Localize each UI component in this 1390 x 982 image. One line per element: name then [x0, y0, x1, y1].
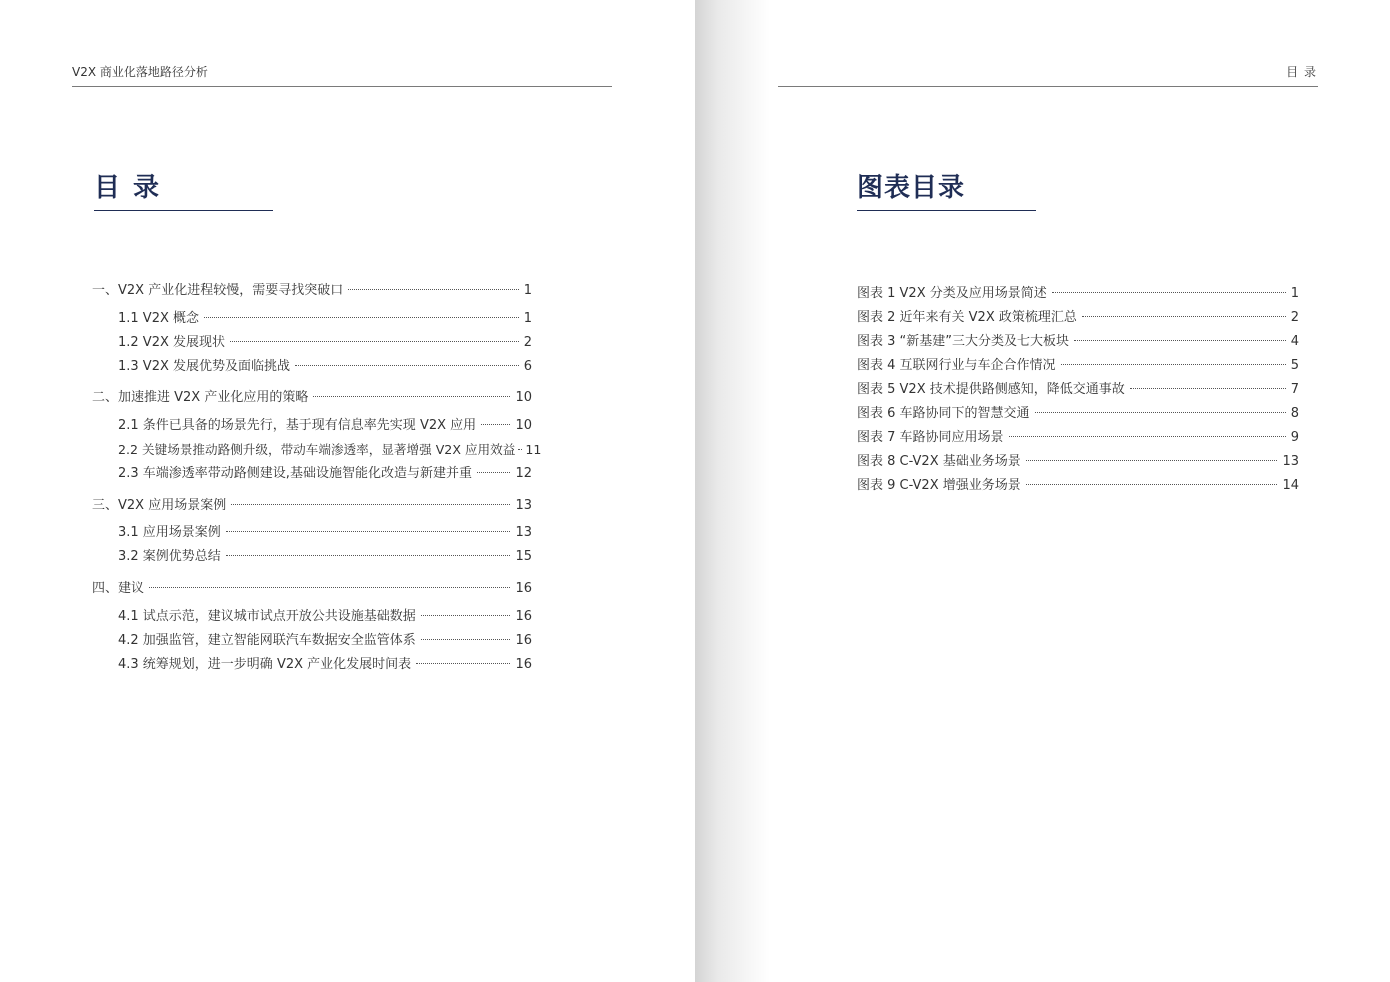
figure-entry-label: 图表 9 C-V2X 增强业务场景 [857, 478, 1021, 493]
dot-leader [226, 531, 511, 532]
header-rule [778, 86, 1318, 87]
figure-entry-label: 图表 1 V2X 分类及应用场景简述 [857, 286, 1047, 301]
dot-leader [1082, 316, 1286, 317]
figure-entry-6[interactable] [857, 405, 1299, 423]
dot-leader [204, 317, 519, 318]
figure-entry-page: 2 [1290, 310, 1299, 325]
figure-entry-8[interactable] [857, 453, 1299, 471]
toc-entry-section-3-2[interactable] [118, 548, 532, 566]
figure-entry-5[interactable] [857, 381, 1299, 399]
title-rule [94, 210, 273, 211]
toc-entry-page: 13 [515, 525, 532, 540]
toc-entry-page: 13 [515, 498, 532, 513]
dot-leader [1052, 292, 1286, 293]
toc-entry-page: 10 [515, 418, 532, 433]
dot-leader [518, 449, 522, 450]
toc-entry-page: 16 [515, 633, 532, 648]
toc-entry-section-1-3[interactable] [118, 358, 532, 376]
toc-entry-page: 6 [523, 359, 532, 374]
toc-entry-page: 15 [515, 549, 532, 564]
figure-entry-label: 图表 4 互联网行业与车企合作情况 [857, 358, 1056, 373]
dot-leader [416, 663, 510, 664]
page-title: 目 录 [94, 173, 162, 203]
dot-leader [1061, 364, 1286, 365]
toc-entry-chapter-3[interactable] [92, 497, 532, 515]
dot-leader [313, 396, 510, 397]
figure-entry-page: 5 [1290, 358, 1299, 373]
figure-entry-label: 图表 2 近年来有关 V2X 政策梳理汇总 [857, 310, 1077, 325]
figure-entry-label: 图表 5 V2X 技术提供路侧感知，降低交通事故 [857, 382, 1125, 397]
toc-entry-page: 1 [523, 283, 532, 298]
dot-leader [1035, 412, 1286, 413]
figure-entry-9[interactable] [857, 477, 1299, 495]
dot-leader [348, 289, 519, 290]
toc-entry-label: 三、V2X 应用场景案例 [92, 498, 227, 513]
figure-entry-page: 8 [1290, 406, 1299, 421]
toc-entry-page: 11 [525, 442, 542, 457]
toc-entry-section-4-2[interactable] [118, 632, 532, 650]
toc-entry-page: 16 [515, 609, 532, 624]
running-header: V2X 商业化落地路径分析 [72, 65, 208, 79]
figure-entry-7[interactable] [857, 429, 1299, 447]
toc-entry-label: 四、建议 [92, 581, 145, 596]
title-rule [857, 210, 1036, 211]
figure-entry-2[interactable] [857, 309, 1299, 327]
dot-leader [149, 587, 510, 588]
figure-entry-label: 图表 7 车路协同应用场景 [857, 430, 1004, 445]
toc-entry-chapter-4[interactable] [92, 580, 532, 598]
toc-entry-page: 12 [515, 466, 532, 481]
toc-entry-label: 3.1 应用场景案例 [118, 525, 221, 540]
page-gutter-shadow [695, 0, 770, 982]
toc-entry-section-4-1[interactable] [118, 608, 532, 626]
dot-leader [421, 639, 511, 640]
toc-entry-section-2-2[interactable] [118, 441, 542, 459]
dot-leader [1074, 340, 1286, 341]
dot-leader [231, 504, 510, 505]
dot-leader [1026, 460, 1278, 461]
toc-entry-section-3-1[interactable] [118, 524, 532, 542]
toc-entry-section-2-1[interactable] [118, 417, 532, 435]
figure-entry-4[interactable] [857, 357, 1299, 375]
toc-entry-label: 3.2 案例优势总结 [118, 549, 221, 564]
figure-entry-page: 9 [1290, 430, 1299, 445]
running-header: 目 录 [1286, 65, 1317, 79]
toc-entry-label: 1.2 V2X 发展现状 [118, 335, 226, 350]
toc-entry-label: 1.1 V2X 概念 [118, 311, 200, 326]
toc-entry-page: 10 [515, 390, 532, 405]
dot-leader [295, 365, 519, 366]
figure-entry-page: 13 [1282, 454, 1299, 469]
figure-entry-1[interactable] [857, 285, 1299, 303]
page-title: 图表目录 [857, 173, 966, 203]
toc-entry-label: 1.3 V2X 发展优势及面临挑战 [118, 359, 291, 374]
dot-leader [1026, 484, 1278, 485]
toc-entry-section-2-3[interactable] [118, 465, 532, 483]
dot-leader [421, 615, 511, 616]
figure-entry-3[interactable] [857, 333, 1299, 351]
figure-entry-page: 4 [1290, 334, 1299, 349]
header-rule [72, 86, 612, 87]
toc-entry-label: 二、加速推进 V2X 产业化应用的策略 [92, 390, 309, 405]
toc-entry-chapter-2[interactable] [92, 389, 532, 407]
toc-entry-label: 4.1 试点示范，建议城市试点开放公共设施基础数据 [118, 609, 416, 624]
figure-entry-page: 7 [1290, 382, 1299, 397]
dot-leader [477, 472, 511, 473]
figure-entry-page: 1 [1290, 286, 1299, 301]
dot-leader [230, 341, 519, 342]
dot-leader [1009, 436, 1286, 437]
figure-entry-label: 图表 6 车路协同下的智慧交通 [857, 406, 1030, 421]
right-page [695, 0, 1390, 982]
toc-entry-section-1-2[interactable] [118, 334, 532, 352]
figure-entry-page: 14 [1282, 478, 1299, 493]
toc-entry-label: 2.2 关键场景推动路侧升级，带动车端渗透率，显著增强 V2X 应用效益 [118, 442, 516, 457]
toc-entry-page: 1 [523, 311, 532, 326]
toc-entry-label: 4.3 统筹规划，进一步明确 V2X 产业化发展时间表 [118, 657, 412, 672]
dot-leader [1130, 388, 1286, 389]
dot-leader [226, 555, 511, 556]
toc-entry-page: 16 [515, 657, 532, 672]
toc-entry-section-1-1[interactable] [118, 310, 532, 328]
toc-entry-label: 2.3 车端渗透率带动路侧建设,基础设施智能化改造与新建并重 [118, 466, 472, 481]
dot-leader [481, 424, 510, 425]
toc-entry-page: 2 [523, 335, 532, 350]
figure-entry-label: 图表 3 “新基建”三大分类及七大板块 [857, 334, 1070, 349]
toc-entry-label: 一、V2X 产业化进程较慢，需要寻找突破口 [92, 283, 344, 298]
toc-entry-label: 4.2 加强监管，建立智能网联汽车数据安全监管体系 [118, 633, 416, 648]
toc-entry-chapter-1[interactable] [92, 282, 532, 300]
toc-entry-label: 2.1 条件已具备的场景先行，基于现有信息率先实现 V2X 应用 [118, 418, 477, 433]
toc-entry-section-4-3[interactable] [118, 656, 532, 674]
figure-entry-label: 图表 8 C-V2X 基础业务场景 [857, 454, 1021, 469]
toc-entry-page: 16 [515, 581, 532, 596]
